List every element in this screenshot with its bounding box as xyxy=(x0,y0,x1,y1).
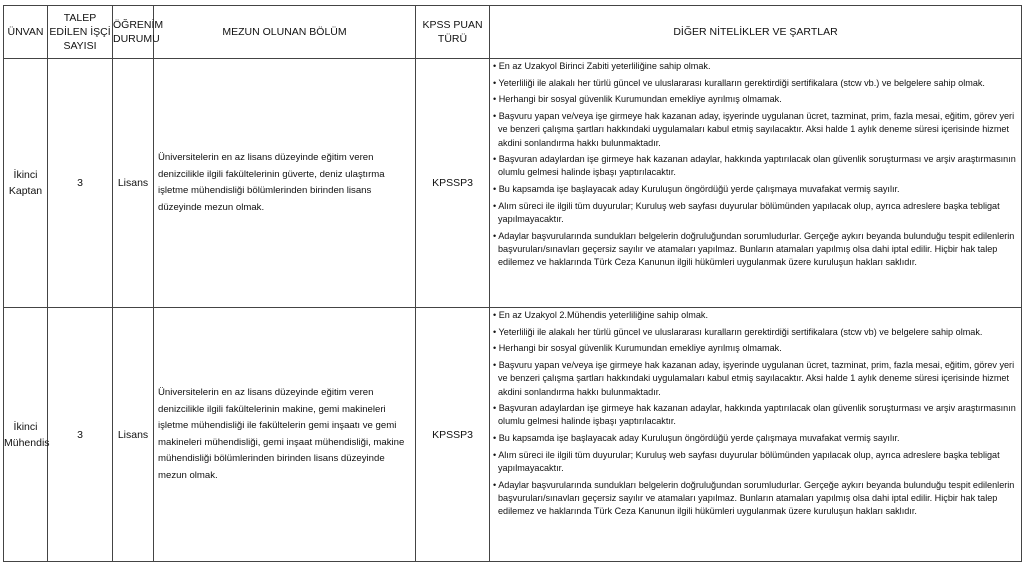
header-talep: TALEP EDİLEN İŞÇİ SAYISI xyxy=(48,6,113,59)
header-unvan: ÜNVAN xyxy=(4,6,48,59)
talep-cell: 3 xyxy=(48,59,113,308)
ogrenim-cell: Lisans xyxy=(113,59,154,308)
condition-item: • Yeterliliği ile alakalı her türlü güncel ve uluslararası kuralların gerektirdiği sertifikalara (stcw vb.) ve belgelere sahip olmak. xyxy=(493,77,985,88)
conditions-cell xyxy=(490,308,1022,562)
condition-item: • Başvuran adaylardan işe girmeye hak kazanan adaylar, hakkında yaptırılacak olan güvenlik soruşturması ve arşiv araştırmasının olumlu gelmesi halinde işbaşı yaptırılacaktır. xyxy=(493,154,1016,178)
condition-item: • En az Uzakyol Birinci Zabiti yeterliliğine sahip olmak. xyxy=(493,61,711,71)
conditions-cell xyxy=(490,59,1022,308)
condition-item: • Alım süreci ile ilgili tüm duyurular; Kuruluş web sayfası duyurular bölümünden yapılacak olup, ayrıca adreslere başka tebligat yapılmayacaktır. xyxy=(493,200,1000,225)
header-ogrenim: ÖĞRENİM DURUMU xyxy=(113,6,154,59)
kpss-cell: KPSSP3 xyxy=(416,308,490,562)
condition-item: • Adaylar başvurularında sundukları belgelerin doğruluğundan sorumludurlar. Gerçeğe aykırı beyanda bulunduğu tespit edilenlerin başvuruları/sınavları geçersiz sayılır ve atamaları yapılmaz. Bunların atamaları yapılmış olsa dahi iptal edilir. Hiçbir hak talep edilemez ve haklarında Türk Ceza Kanunun ilgili hükümleri uygulanmak üzere kuruluşun hakları saklıdır. xyxy=(493,230,1015,268)
positions-table xyxy=(3,5,1022,562)
header-diger: DİĞER NİTELİKLER VE ŞARTLAR xyxy=(490,6,1022,59)
unvan-line1: İkinci xyxy=(13,169,38,181)
condition-item: • Başvuru yapan ve/veya işe girmeye hak kazanan aday, işyerinde uygulanan ücret, tazminat, prim, fazla mesai, eğitim, görev yeri ve benzeri çalışma şartları hakkındaki uygulamaları kabul etmiş sayılacaktır. Aksi halde 1 aylık deneme süresi içerisinde hizmet akdini sonlandırma hakkı bulunmaktadır. xyxy=(493,111,1015,148)
condition-item: • Herhangi bir sosyal güvenlik Kurumundan emekliye ayrılmış olmamak. xyxy=(493,343,782,354)
condition-item: • Yeterliliği ile alakalı her türlü güncel ve uluslararası kuralların gerektirdiği sertifikalara (stcw vb) ve belgelere sahip olmak. xyxy=(493,326,983,337)
table-row xyxy=(4,308,1022,562)
bolum-cell: Üniversitelerin en az lisans düzeyinde eğitim veren denizcilikle ilgili fakültelerinin güverte, deniz ulaştırma işletme mühendisliği bölümlerinden birinden lisans düzeyinde mezun olmak. xyxy=(154,59,416,308)
condition-item: • Adaylar başvurularında sundukları belgelerin doğruluğundan sorumludurlar. Gerçeğe aykırı beyanda bulunduğu tespit edilenlerin başvuruları/sınavları geçersiz sayılır ve atamaları yapılmaz. Bunların atamaları yapılmış olsa dahi iptal edilir. Hiçbir hak talep edilemez ve haklarında Türk Ceza Kanunun ilgili hükümleri uygulanmak üzere kuruluşun hakları saklıdır. xyxy=(493,479,1015,517)
table-row xyxy=(4,59,1022,308)
unvan-cell xyxy=(4,308,48,562)
kpss-cell: KPSSP3 xyxy=(416,59,490,308)
condition-item: • Bu kapsamda işe başlayacak aday Kuruluşun öngördüğü yerde çalışmaya muvafakat vermiş sayılır. xyxy=(493,184,900,195)
header-row xyxy=(4,6,1022,59)
condition-item: • Bu kapsamda işe başlayacak aday Kuruluşun öngördüğü yerde çalışmaya muvafakat vermiş sayılır. xyxy=(493,433,900,444)
condition-item: • Başvuran adaylardan işe girmeye hak kazanan adaylar, hakkında yaptırılacak olan güvenlik soruşturması ve arşiv araştırmasının olumlu gelmesi halinde işbaşı yaptırılacaktır. xyxy=(493,403,1016,427)
header-kpss: KPSS PUAN TÜRÜ xyxy=(416,6,490,59)
condition-item: • En az Uzakyol 2.Mühendis yeterliliğine sahip olmak. xyxy=(493,310,708,320)
unvan-line2: Kaptan xyxy=(8,185,43,197)
bolum-cell: Üniversitelerin en az lisans düzeyinde eğitim veren denizcilikle ilgili fakültelerinin makine, gemi makineleri işletme mühendisliği ile fakültelerin gemi inşaatı ve gemi makineleri mühendisliği, gemi inşaat mühendisliği, makine mühendisliği bölümlerinden birinden lisans düzeyinde mezun olmak. xyxy=(154,308,416,562)
talep-cell: 3 xyxy=(48,308,113,562)
header-bolum: MEZUN OLUNAN BÖLÜM xyxy=(154,6,416,59)
unvan-cell xyxy=(4,59,48,308)
condition-item: • Alım süreci ile ilgili tüm duyurular; Kuruluş web sayfası duyurular bölümünden yapılacak olup, ayrıca adreslere başka tebligat yapılmayacaktır. xyxy=(493,449,1000,474)
unvan-line2: Mühendis xyxy=(4,436,50,449)
unvan-line1: İkinci xyxy=(13,420,38,433)
ogrenim-cell: Lisans xyxy=(113,308,154,562)
condition-item: • Başvuru yapan ve/veya işe girmeye hak kazanan aday, işyerinde uygulanan ücret, tazminat, prim, fazla mesai, eğitim, görev yeri ve benzeri çalışma şartları hakkındaki uygulamaları kabul etmiş sayılacaktır. Aksi halde 1 aylık deneme süresi içerisinde hizmet akdini sonlandırma hakkı bulunmaktadır. xyxy=(493,360,1015,397)
condition-item: • Herhangi bir sosyal güvenlik Kurumundan emekliye ayrılmış olmamak. xyxy=(493,94,782,105)
